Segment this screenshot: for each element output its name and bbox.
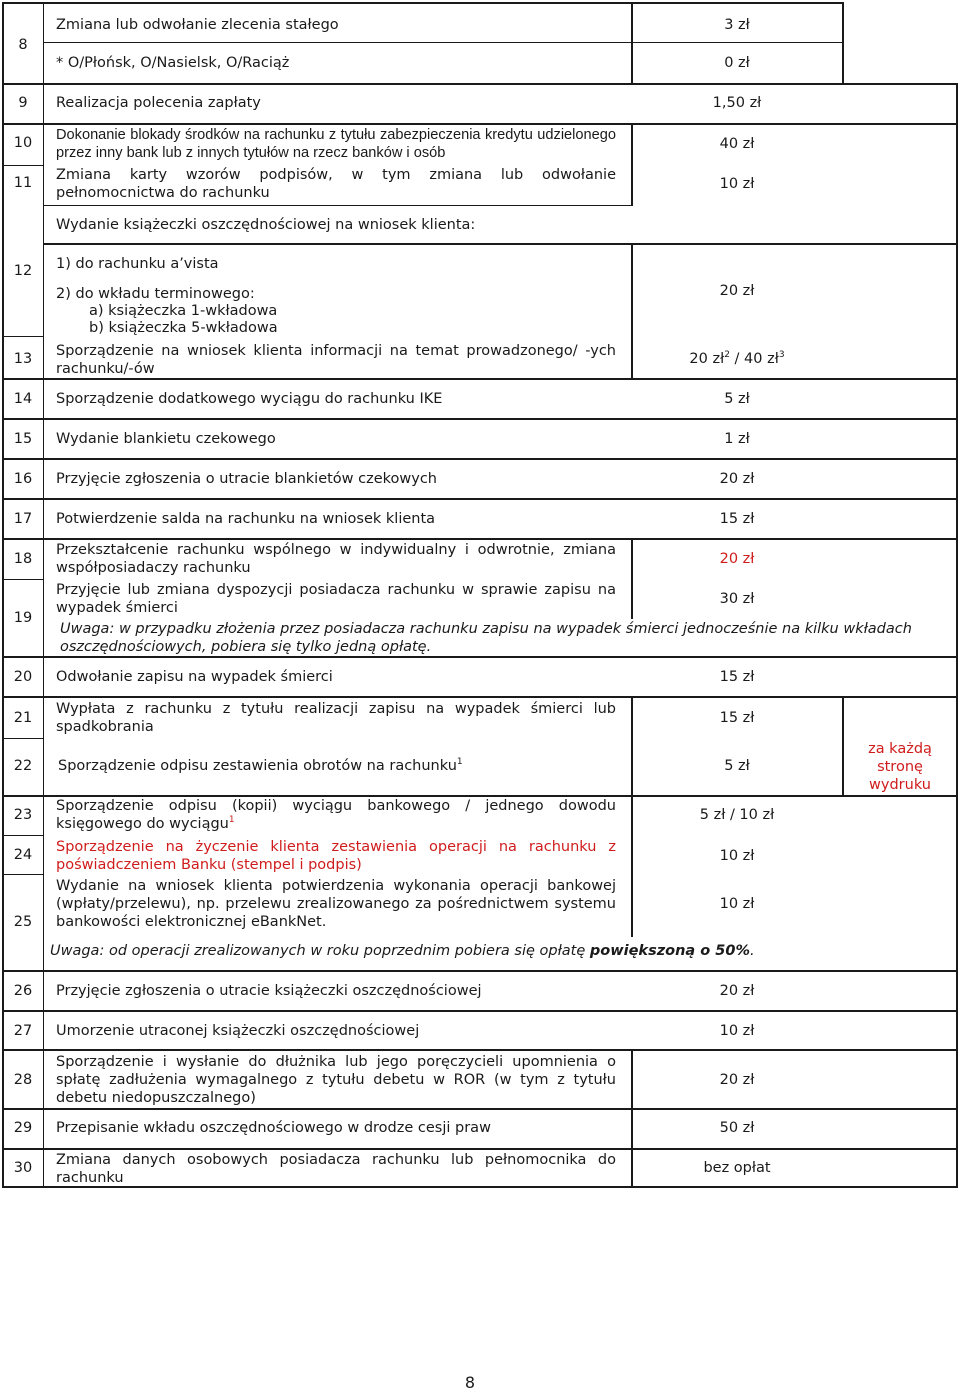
row-description: Zmiana karty wzorów podpisów, w tym zmiana lub odwołanie pełnomocnictwa do rachunku xyxy=(56,167,616,201)
table-border xyxy=(2,83,958,85)
table-border xyxy=(2,123,958,125)
row-fee: 1 zł xyxy=(724,431,750,447)
row-number: 12 xyxy=(13,263,33,279)
row-number: 23 xyxy=(13,807,33,823)
page-number: 8 xyxy=(464,1373,476,1392)
row-number: 16 xyxy=(13,471,33,487)
table-border xyxy=(2,696,958,698)
row-fee: bez opłat xyxy=(703,1160,771,1176)
row-number: 11 xyxy=(13,175,33,191)
row-fee: 15 zł xyxy=(719,710,755,726)
row-description: Przepisanie wkładu oszczędnościowego w drodze cesji praw xyxy=(56,1120,491,1136)
table-border xyxy=(44,205,632,206)
list-item: 2) do wkładu terminowego: xyxy=(56,286,255,302)
table-border xyxy=(2,835,44,836)
list-item: 1) do rachunku a’vista xyxy=(56,256,219,272)
table-border xyxy=(2,538,958,540)
fee-value: 20 zł xyxy=(689,351,725,367)
row-description: Przyjęcie zgłoszenia o utracie książeczki oszczędnościowej xyxy=(56,983,482,999)
row-fee: 5 zł xyxy=(724,391,750,407)
row-description: Sporządzenie dodatkowego wyciągu do rachunku IKE xyxy=(56,391,443,407)
row-number: 26 xyxy=(13,983,33,999)
row-fee: 20 zł xyxy=(719,471,755,487)
row-number: 27 xyxy=(13,1023,33,1039)
row-number: 24 xyxy=(13,847,33,863)
table-border xyxy=(2,1148,958,1150)
table-border xyxy=(2,1010,958,1012)
row-number: 22 xyxy=(13,758,33,774)
footnote-marker: 2 xyxy=(724,350,730,360)
table-border xyxy=(2,498,958,500)
note-text: Uwaga: od operacji zrealizowanych w roku poprzednim pobiera się opłatę xyxy=(50,943,590,959)
description-text: Sporządzenie odpisu (kopii) wyciągu bankowego / jednego dowodu księgowego do wyciągu xyxy=(56,798,616,832)
row-fee xyxy=(632,350,842,368)
row-number: 15 xyxy=(13,431,33,447)
table-border xyxy=(2,458,958,460)
table-border xyxy=(2,738,44,739)
table-border xyxy=(44,243,958,245)
table-border xyxy=(2,579,44,580)
row-number: 29 xyxy=(13,1120,33,1136)
row-number: 21 xyxy=(13,710,33,726)
row-number: 18 xyxy=(13,551,33,567)
footnote-marker: 1 xyxy=(456,757,463,767)
row-number: 10 xyxy=(13,135,33,151)
table-border xyxy=(2,1049,958,1051)
table-border xyxy=(956,84,958,1188)
row-description: Sporządzenie na życzenie klienta zestawienia operacji na rachunku z poświadczeniem Banku (stempel i podpis) xyxy=(56,839,616,873)
row-fee: 10 zł xyxy=(719,1023,755,1039)
row-fee: 3 zł xyxy=(724,17,750,33)
row-description: Przekształcenie rachunku wspólnego w indywidualny i odwrotnie, zmiana współposiadaczy rachunku xyxy=(56,542,616,576)
row-fee: 50 zł xyxy=(719,1120,755,1136)
row-number: 9 xyxy=(18,95,28,111)
row-description xyxy=(58,757,618,775)
fee-separator: / xyxy=(729,351,745,367)
row-fee: 20 zł xyxy=(719,983,755,999)
row-number: 13 xyxy=(13,351,33,367)
row-fee: 30 zł xyxy=(719,591,755,607)
table-border xyxy=(2,874,44,875)
row-description: Realizacja polecenia zapłaty xyxy=(56,95,261,111)
table-border xyxy=(2,656,958,658)
table-border xyxy=(44,42,842,43)
list-item: b) książeczka 5-wkładowa xyxy=(89,320,278,336)
row-number: 17 xyxy=(13,511,33,527)
row-number: 28 xyxy=(13,1072,33,1088)
row-fee: 1,50 zł xyxy=(712,95,762,111)
row-description: Potwierdzenie salda na rachunku na wniosek klienta xyxy=(56,511,436,527)
row-description xyxy=(56,797,616,833)
row-fee: 20 zł xyxy=(719,1072,755,1088)
table-border xyxy=(842,2,844,84)
row-number: 14 xyxy=(13,391,33,407)
row-description: Zmiana lub odwołanie zlecenia stałego xyxy=(56,17,339,33)
row-fee: 0 zł xyxy=(724,55,750,71)
row-fee: 20 zł xyxy=(719,283,755,299)
row-number: 19 xyxy=(13,610,33,626)
row-fee: 15 zł xyxy=(719,669,755,685)
table-border xyxy=(2,378,958,380)
row-fee: 10 zł xyxy=(719,848,755,864)
footnote-marker: 3 xyxy=(778,350,785,360)
table-border xyxy=(2,970,958,972)
row-description: Wypłata z rachunku z tytułu realizacji zapisu na wypadek śmierci lub spadkobrania xyxy=(56,701,616,735)
list-item: a) książeczka 1-wkładowa xyxy=(89,303,278,319)
row-description: * O/Płońsk, O/Nasielsk, O/Raciąż xyxy=(56,55,290,71)
row-number: 8 xyxy=(18,37,28,53)
row-fee: 5 zł xyxy=(724,758,750,774)
row-description: Zmiana danych osobowych posiadacza rachunku lub pełnomocnika do rachunku xyxy=(56,1152,616,1186)
row-number: 25 xyxy=(13,914,33,930)
description-text: Sporządzenie odpisu zestawienia obrotów na rachunku xyxy=(58,758,457,774)
fee-value: 40 zł xyxy=(744,351,779,367)
row-description: Sporządzenie na wniosek klienta informacji na temat prowadzonego/ -ych rachunku/-ów xyxy=(56,343,616,377)
row-fee: 20 zł xyxy=(719,551,755,567)
row-number: 30 xyxy=(13,1160,33,1176)
row-description: Umorzenie utraconej książeczki oszczędnościowej xyxy=(56,1023,420,1039)
note-text: . xyxy=(749,943,755,959)
row-description: Odwołanie zapisu na wypadek śmierci xyxy=(56,669,333,685)
row-number: 20 xyxy=(13,669,33,685)
table-border xyxy=(842,697,844,795)
row-fee: 40 zł xyxy=(719,136,755,152)
row-description: Sporządzenie i wysłanie do dłużnika lub jego poręczycieli upomnienia o spłatę zadłużenia wymagalnego z tytułu debetu w ROR (w tym z tytułu debetu niedopuszczalnego) xyxy=(56,1054,616,1106)
row-note xyxy=(50,942,950,960)
row-fee: 10 zł xyxy=(719,176,755,192)
row-description: Przyjęcie lub zmiana dyspozycji posiadacza rachunku w sprawie zapisu na wypadek śmierci xyxy=(56,582,616,616)
table-border xyxy=(2,165,44,166)
table-border xyxy=(2,1108,958,1110)
row-description: Wydanie na wniosek klienta potwierdzenia wykonania operacji bankowej (wpłaty/przelewu), np. przelewu zrealizowanego za pośrednictwem systemu bankowości elektronicznej eBankNet. xyxy=(56,878,616,930)
row-fee: 15 zł xyxy=(719,511,755,527)
row-heading: Wydanie książeczki oszczędnościowej na wniosek klienta: xyxy=(56,217,476,233)
table-border xyxy=(2,418,958,420)
row-note: Uwaga: w przypadku złożenia przez posiadacza rachunku zapisu na wypadek śmierci jednocześnie na kilku wkładach oszczędnościowych, pobiera się tylko jedną opłatę. xyxy=(60,621,912,655)
table-border xyxy=(2,336,44,337)
table-border xyxy=(2,2,844,4)
row-description: Wydanie blankietu czekowego xyxy=(56,431,276,447)
side-note: za każdą stronę wydruku xyxy=(868,741,932,793)
footnote-marker: 1 xyxy=(228,815,235,825)
note-emphasis: powiększoną o 50% xyxy=(589,943,750,959)
row-description: Przyjęcie zgłoszenia o utracie blankietów czekowych xyxy=(56,471,438,487)
row-fee: 10 zł xyxy=(719,896,755,912)
row-fee: 5 zł / 10 zł xyxy=(699,807,775,823)
row-description: Dokonanie blokady środków na rachunku z tytułu zabezpieczenia kredytu udzielonego przez inny bank lub z innych tytułów na rzecz banków i osób xyxy=(56,127,616,161)
